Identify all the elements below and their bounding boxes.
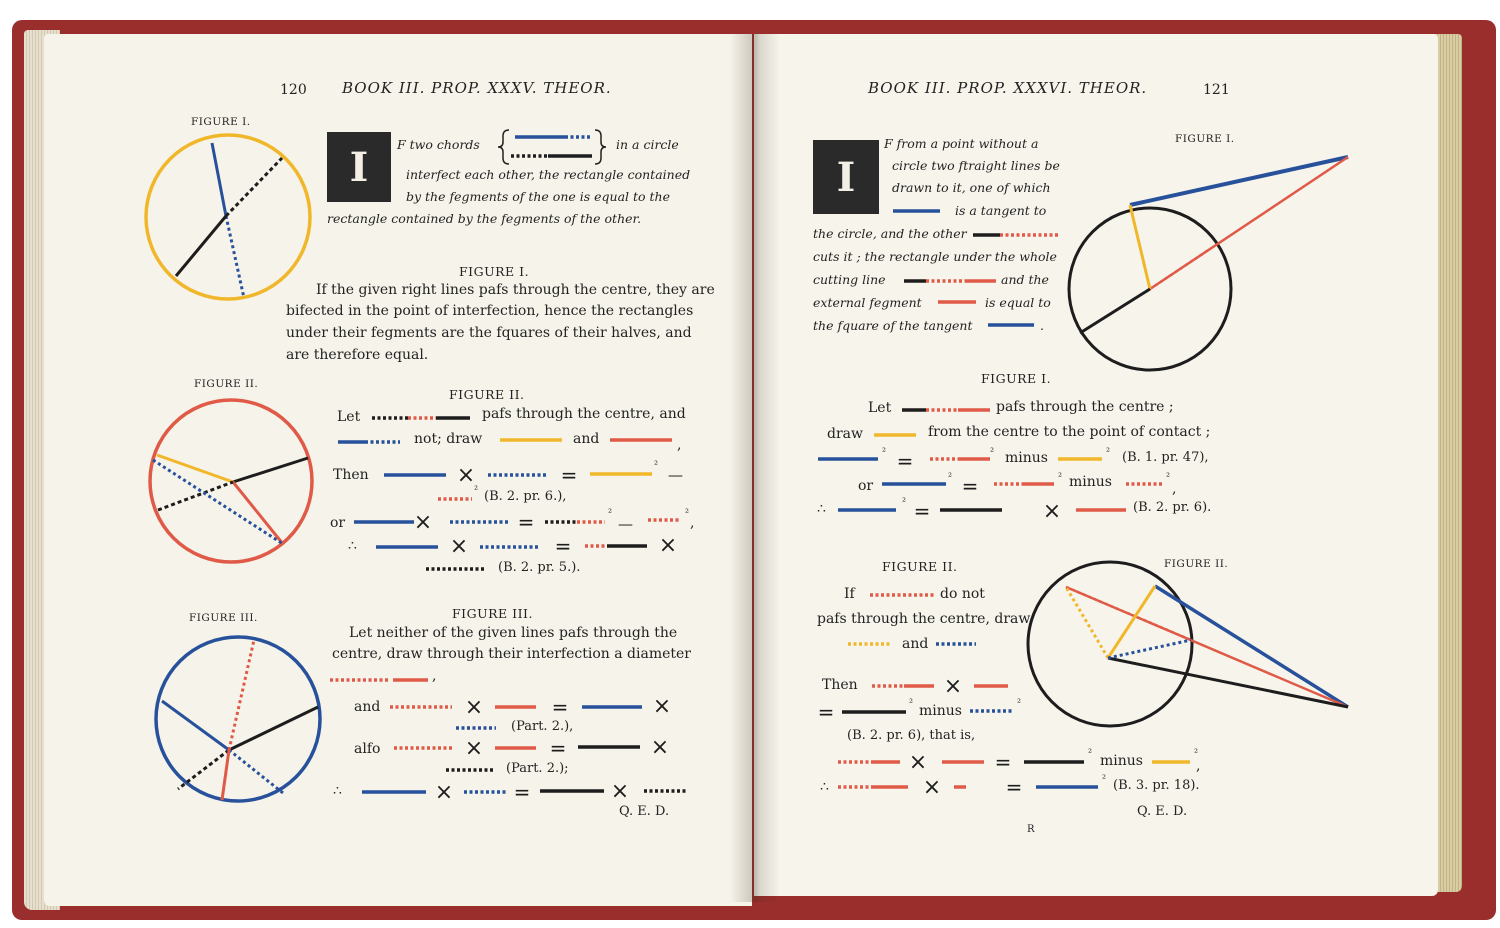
figure-label: FIGURE II. bbox=[194, 378, 259, 390]
proposition-text: F from a point without a bbox=[884, 136, 1039, 151]
body-text: pafs through the centre, and bbox=[482, 406, 686, 422]
proposition-text: the fquare of the tangent bbox=[813, 318, 973, 333]
qed: Q. E. D. bbox=[1137, 804, 1188, 819]
proposition-text: cutting line bbox=[813, 272, 886, 287]
body-text: and bbox=[902, 636, 929, 652]
times-operator: × bbox=[922, 775, 942, 800]
body-text: centre, draw through their interfection a diameter bbox=[332, 646, 691, 662]
superscript-two: ² bbox=[1106, 447, 1111, 458]
reference: (B. 1. pr. 47), bbox=[1122, 450, 1209, 465]
body-text: minus bbox=[1069, 474, 1112, 490]
figure-label: FIGURE III. bbox=[189, 612, 258, 624]
superscript-two: ² bbox=[1166, 472, 1171, 483]
proposition-text: interfect each other, the rectangle contained bbox=[406, 167, 691, 182]
body-text: Let bbox=[337, 409, 361, 425]
times-operator: × bbox=[464, 695, 484, 720]
diagram-figure-2-left bbox=[150, 400, 312, 562]
drop-cap: I bbox=[813, 140, 879, 214]
body-text: minus bbox=[919, 703, 962, 719]
proposition-text: is a tangent to bbox=[955, 203, 1047, 218]
therefore-symbol: ∴ bbox=[817, 501, 826, 517]
body-text: Then bbox=[333, 467, 369, 483]
body-text: If bbox=[844, 586, 855, 602]
body-text: draw bbox=[827, 426, 863, 442]
equals-operator: = bbox=[549, 736, 567, 760]
body-text: not; draw bbox=[414, 431, 483, 447]
proposition-text: is equal to bbox=[985, 295, 1051, 310]
body-text: pafs through the centre ; bbox=[996, 399, 1174, 415]
superscript-two: ² bbox=[474, 485, 479, 496]
equals-operator: = bbox=[896, 449, 914, 473]
diagram-figure-1-left bbox=[146, 135, 310, 299]
figure-label: FIGURE I. bbox=[191, 116, 251, 128]
reference: (Part. 2.); bbox=[506, 761, 569, 776]
times-operator: × bbox=[658, 533, 678, 558]
superscript-two: ² bbox=[654, 460, 659, 471]
superscript-two: ² bbox=[608, 508, 613, 519]
page-header-right: BOOK III. PROP. XXXVI. THEOR. bbox=[868, 79, 1148, 97]
equals-operator: = bbox=[554, 534, 572, 558]
therefore-symbol: ∴ bbox=[333, 783, 342, 799]
reference: (B. 2. pr. 5.). bbox=[498, 560, 581, 575]
times-operator: × bbox=[650, 735, 670, 760]
times-operator: × bbox=[908, 750, 928, 775]
proposition-text: drawn to it, one of which bbox=[892, 180, 1051, 195]
superscript-two: ² bbox=[948, 472, 953, 483]
proposition-text: rectangle contained by the fegments of the other. bbox=[327, 211, 642, 226]
figure-heading: FIGURE II. bbox=[449, 387, 525, 402]
reference: (Part. 2.), bbox=[511, 719, 574, 734]
equals-operator: = bbox=[1005, 775, 1023, 799]
body-text: minus bbox=[1100, 753, 1143, 769]
times-operator: × bbox=[943, 674, 963, 699]
comma: , bbox=[1196, 758, 1201, 774]
therefore-symbol: ∴ bbox=[820, 779, 829, 795]
body-text: or bbox=[330, 515, 346, 531]
minus-sign: — bbox=[618, 515, 633, 533]
superscript-two: ² bbox=[1088, 748, 1093, 759]
equals-operator: = bbox=[517, 510, 535, 534]
diagram-figure-2-right bbox=[1028, 562, 1348, 726]
reference: (B. 2. pr. 6), that is, bbox=[847, 728, 976, 743]
figure-label: FIGURE I. bbox=[1175, 133, 1235, 145]
proposition-text: the circle, and the other bbox=[813, 226, 967, 241]
proposition-text: F two chords bbox=[397, 137, 480, 152]
proposition-text: external fegment bbox=[813, 295, 922, 310]
therefore-symbol: ∴ bbox=[348, 538, 357, 554]
diagram-figure-1-right bbox=[1069, 157, 1348, 370]
body-text: minus bbox=[1005, 450, 1048, 466]
superscript-two: ² bbox=[1194, 748, 1199, 759]
equals-operator: = bbox=[961, 474, 979, 498]
times-operator: × bbox=[456, 463, 476, 488]
figure-label: FIGURE II. bbox=[1164, 558, 1229, 570]
body-text: under their fegments are the fquares of their halves, and bbox=[286, 325, 692, 341]
times-operator: × bbox=[434, 780, 454, 805]
equals-operator: = bbox=[513, 780, 531, 804]
proposition-text: circle two ftraight lines be bbox=[892, 158, 1060, 173]
minus-sign: — bbox=[668, 466, 683, 484]
diagram-figure-3-left bbox=[156, 637, 320, 801]
superscript-two: ² bbox=[1017, 698, 1022, 709]
body-text: pafs through the centre, draw bbox=[817, 611, 1031, 627]
superscript-two: ² bbox=[902, 497, 907, 508]
body-text: Let bbox=[868, 400, 892, 416]
body-text: do not bbox=[940, 586, 985, 602]
body-text: or bbox=[858, 478, 874, 494]
times-operator: × bbox=[610, 779, 630, 804]
equals-operator: = bbox=[994, 750, 1012, 774]
figure-heading: FIGURE I. bbox=[981, 371, 1052, 386]
page-header-left: BOOK III. PROP. XXXV. THEOR. bbox=[342, 79, 612, 97]
superscript-two: ² bbox=[685, 508, 690, 519]
proposition-text: . bbox=[1040, 318, 1044, 333]
comma: , bbox=[677, 437, 682, 453]
superscript-two: ² bbox=[909, 698, 914, 709]
body-text: If the given right lines pafs through the centre, they are bbox=[316, 282, 715, 298]
superscript-two: ² bbox=[882, 447, 887, 458]
proposition-text: in a circle bbox=[616, 137, 679, 152]
figure-heading: FIGURE II. bbox=[882, 559, 958, 574]
body-text: are therefore equal. bbox=[286, 347, 429, 363]
proposition-text: and the bbox=[1001, 272, 1049, 287]
superscript-two: ² bbox=[990, 447, 995, 458]
page-number-right: 121 bbox=[1203, 82, 1230, 98]
equals-operator: = bbox=[551, 695, 569, 719]
comma: , bbox=[690, 515, 695, 531]
times-operator: × bbox=[449, 534, 469, 559]
page-number-left: 120 bbox=[280, 82, 307, 98]
proposition-text: cuts it ; the rectangle under the whole bbox=[813, 249, 1057, 264]
times-operator: × bbox=[1042, 499, 1062, 524]
signature-mark: R bbox=[1027, 824, 1035, 835]
body-text: from the centre to the point of contact ; bbox=[928, 424, 1211, 440]
equals-operator: = bbox=[560, 463, 578, 487]
body-text: Let neither of the given lines pafs through the bbox=[349, 625, 678, 641]
times-operator: × bbox=[413, 510, 433, 535]
reference: (B. 2. pr. 6). bbox=[1133, 500, 1212, 515]
superscript-two: ² bbox=[1102, 774, 1107, 785]
comma: , bbox=[432, 668, 437, 684]
figure-heading: FIGURE III. bbox=[452, 606, 533, 621]
body-text: and bbox=[354, 699, 381, 715]
times-operator: × bbox=[464, 736, 484, 761]
body-text: Then bbox=[822, 677, 858, 693]
body-text: alfo bbox=[354, 741, 381, 757]
body-text: bifected in the point of interfection, hence the rectangles bbox=[286, 303, 694, 319]
proposition-text: by the fegments of the one is equal to the bbox=[406, 189, 670, 204]
times-operator: × bbox=[652, 694, 672, 719]
inline-line-symbols bbox=[330, 137, 1200, 805]
body-text: and bbox=[573, 431, 600, 447]
equals-operator: = bbox=[913, 499, 931, 523]
reference: (B. 2. pr. 6.), bbox=[484, 489, 567, 504]
drop-cap: I bbox=[327, 132, 391, 202]
superscript-two: ² bbox=[1058, 472, 1063, 483]
comma: , bbox=[1172, 481, 1177, 497]
figure-heading: FIGURE I. bbox=[459, 264, 530, 279]
qed: Q. E. D. bbox=[619, 804, 670, 819]
equals-operator: = bbox=[817, 700, 835, 724]
reference: (B. 3. pr. 18). bbox=[1113, 778, 1200, 793]
